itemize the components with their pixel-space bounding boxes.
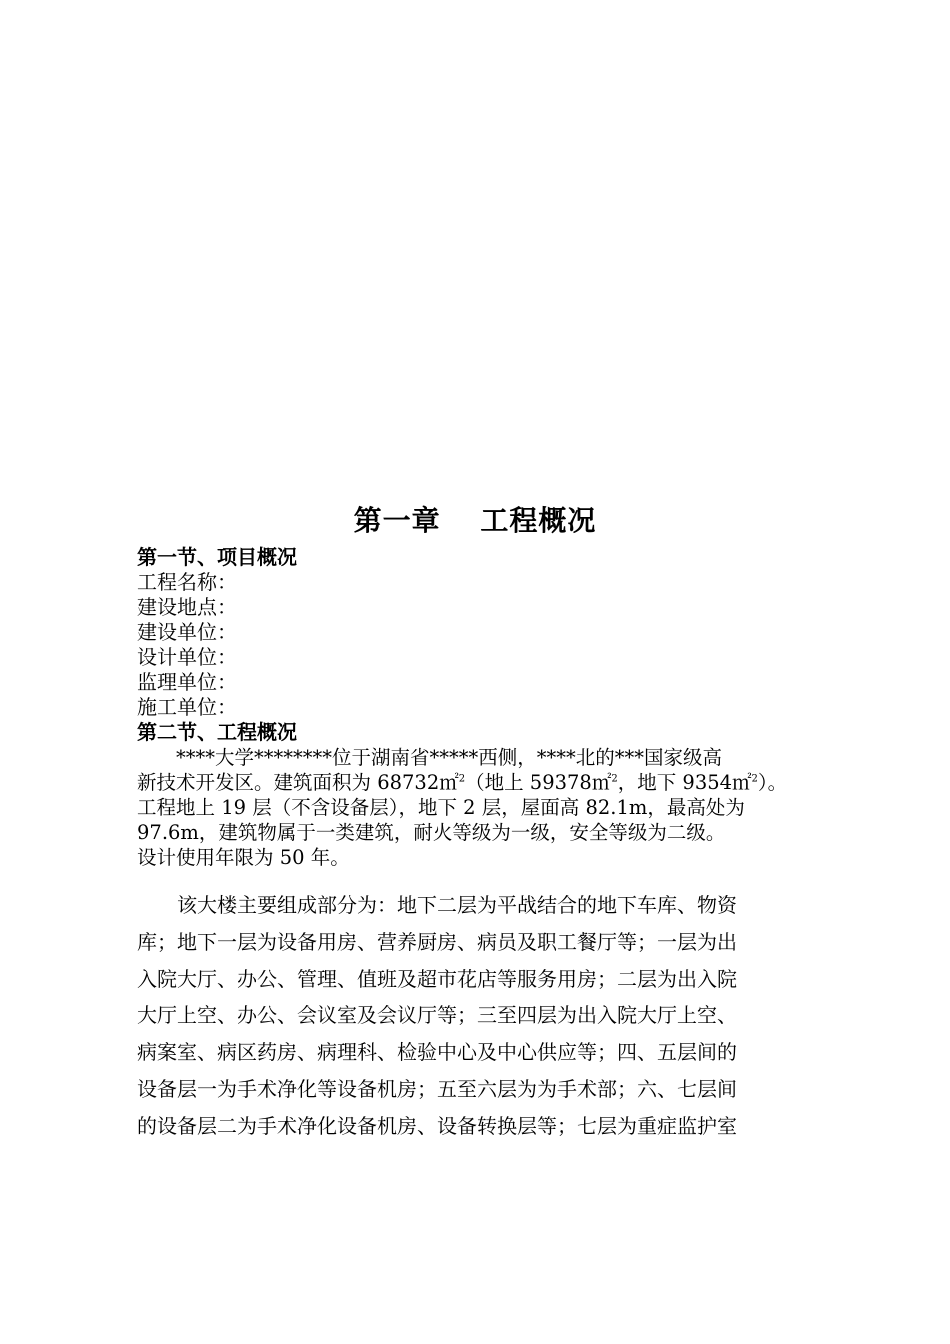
field-supervision-unit: 监理单位：: [137, 670, 237, 694]
paragraph-line: 该大楼主要组成部分为：地下二层为平战结合的地下车库、物资: [177, 893, 737, 917]
paragraph-line: ****大学********位于湖南省*****西侧，****北的***国家级高: [176, 746, 723, 769]
text-segment: ，地下 9354㎡: [617, 771, 752, 794]
paragraph-line: 工程地上 19 层（不含设备层），地下 2 层，屋面高 82.1m，最高处为: [137, 796, 745, 819]
paragraph-line: 设备层一为手术净化等设备机房；五至六层为为手术部；六、七层间: [137, 1076, 737, 1101]
paragraph-line: 病案室、病区药房、病理科、检验中心及中心供应等；四、五层间的: [137, 1040, 737, 1064]
section-1-title: 第一节、项目概况: [137, 545, 297, 569]
superscript: 2: [611, 773, 618, 785]
paragraph-line: 的设备层二为手术净化设备机房、设备转换层等；七层为重症监护室: [137, 1113, 737, 1138]
section-2-title: 第二节、工程概况: [137, 720, 297, 744]
paragraph-line: [137, 770, 817, 795]
field-construction-unit: 建设单位：: [137, 620, 237, 644]
paragraph-line: 97.6m，建筑物属于一类建筑，耐火等级为一级，安全等级为二级。: [137, 821, 726, 844]
text-segment: （地上 59378㎡: [465, 771, 612, 794]
text-segment: ）。: [757, 771, 788, 794]
field-construction-site: 建设地点：: [137, 595, 237, 619]
composition-paragraph: [137, 887, 817, 1144]
paragraph-line: 入院大厅、办公、管理、值班及超市花店等服务用房；二层为出入院: [137, 966, 737, 991]
document-body: [137, 545, 817, 1144]
superscript: 2: [458, 773, 466, 785]
paragraph-line: 设计使用年限为 50 年。: [137, 846, 350, 869]
paragraph-line: 大厅上空、办公、会议室及会议厅等；三至四层为出入院大厅上空、: [137, 1003, 737, 1028]
field-contractor-unit: 施工单位：: [137, 695, 237, 719]
paragraph-line: 库；地下一层为设备用房、营养厨房、病员及职工餐厅等；一层为出: [137, 929, 737, 954]
field-project-name: 工程名称：: [137, 570, 237, 594]
overview-paragraph: [137, 745, 817, 870]
chapter-title: 第一章 工程概况: [353, 504, 597, 537]
superscript: 2: [751, 773, 758, 785]
text-segment: 新技术开发区。建筑面积为 68732㎡: [137, 771, 459, 794]
field-design-unit: 设计单位：: [137, 645, 237, 669]
